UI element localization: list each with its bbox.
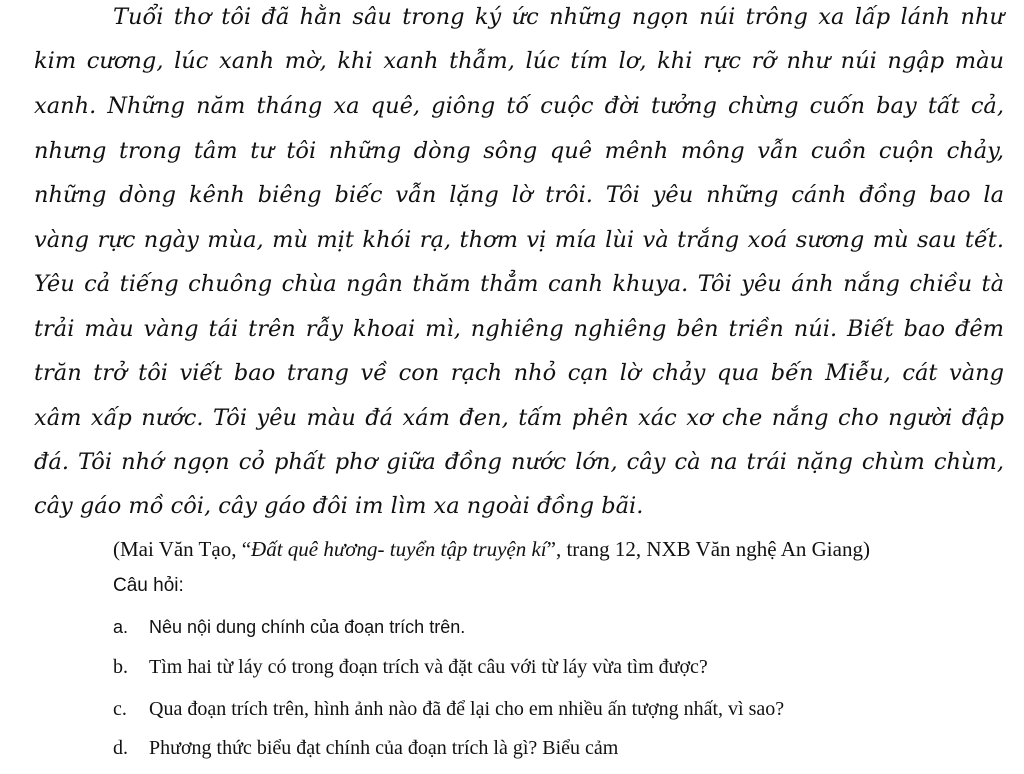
passage-line: những dòng kênh biêng biếc vẫn lặng lờ trôi. Tôi yêu những cánh đồng bao la	[34, 182, 1004, 208]
passage-line: kim cương, lúc xanh mờ, khi xanh thẫm, lúc tím lơ, khi rực rỡ như núi ngập màu	[34, 48, 1004, 74]
question-item	[113, 694, 993, 724]
question-text: Tìm hai từ láy có trong đoạn trích và đặt câu với từ láy vừa tìm được?	[149, 656, 708, 678]
passage-line: Yêu cả tiếng chuông chùa ngân thăm thẳm canh khuya. Tôi yêu ánh nắng chiều tà	[34, 271, 1004, 297]
passage-line: xâm xấp nước. Tôi yêu màu đá xám đen, tấm phên xác xơ che nắng cho người đập	[34, 405, 1004, 431]
source-citation	[113, 533, 1007, 565]
question-text: Qua đoạn trích trên, hình ảnh nào đã để lại cho em nhiều ấn tượng nhất, vì sao?	[149, 698, 785, 720]
source-open: (Mai Văn Tạo, “	[113, 537, 252, 561]
source-title: Đất quê hương- tuyển tập truyện kí	[251, 537, 547, 561]
passage-line: trăn trở tôi viết bao trang về con rạch nhỏ cạn lờ chảy qua bến Miễu, cát vàng	[34, 360, 1004, 386]
passage-line: cây gáo mồ côi, cây gáo đôi im lìm xa ngoài đồng bãi.	[34, 493, 644, 519]
question-item	[113, 733, 993, 763]
question-marker: c.	[113, 698, 127, 720]
passage-line: nhưng trong tâm tư tôi những dòng sông quê mênh mông vẫn cuồn cuộn chảy,	[34, 138, 1004, 164]
passage-line: trải màu vàng tái trên rẫy khoai mì, nghiêng nghiêng bên triền núi. Biết bao đêm	[34, 316, 1004, 342]
question-item	[113, 612, 993, 642]
question-text: Phương thức biểu đạt chính của đoạn trích là gì? Biểu cảm	[149, 737, 619, 759]
question-marker: d.	[113, 737, 128, 759]
passage-line: vàng rực ngày mùa, mù mịt khói rạ, thơm vị mía lùi và trắng xoá sương mù sau tết.	[34, 227, 1004, 253]
questions-heading: Câu hỏi:	[113, 575, 184, 596]
passage-line: đá. Tôi nhớ ngọn cỏ phất phơ giữa đồng nước lớn, cây cà na trái nặng chùm chùm,	[34, 449, 1004, 475]
question-text: Nêu nội dung chính của đoạn trích trên.	[149, 617, 466, 637]
question-marker: b.	[113, 656, 128, 678]
question-item	[113, 652, 993, 682]
passage-line: Tuổi thơ tôi đã hằn sâu trong ký ức những ngọn núi trông xa lấp lánh như	[113, 4, 1004, 30]
source-close: ”, trang 12, NXB Văn nghệ An Giang)	[546, 537, 870, 561]
passage-line: xanh. Những năm tháng xa quê, giông tố cuộc đời tưởng chừng cuốn bay tất cả,	[34, 93, 1004, 119]
question-marker: a.	[113, 617, 129, 637]
